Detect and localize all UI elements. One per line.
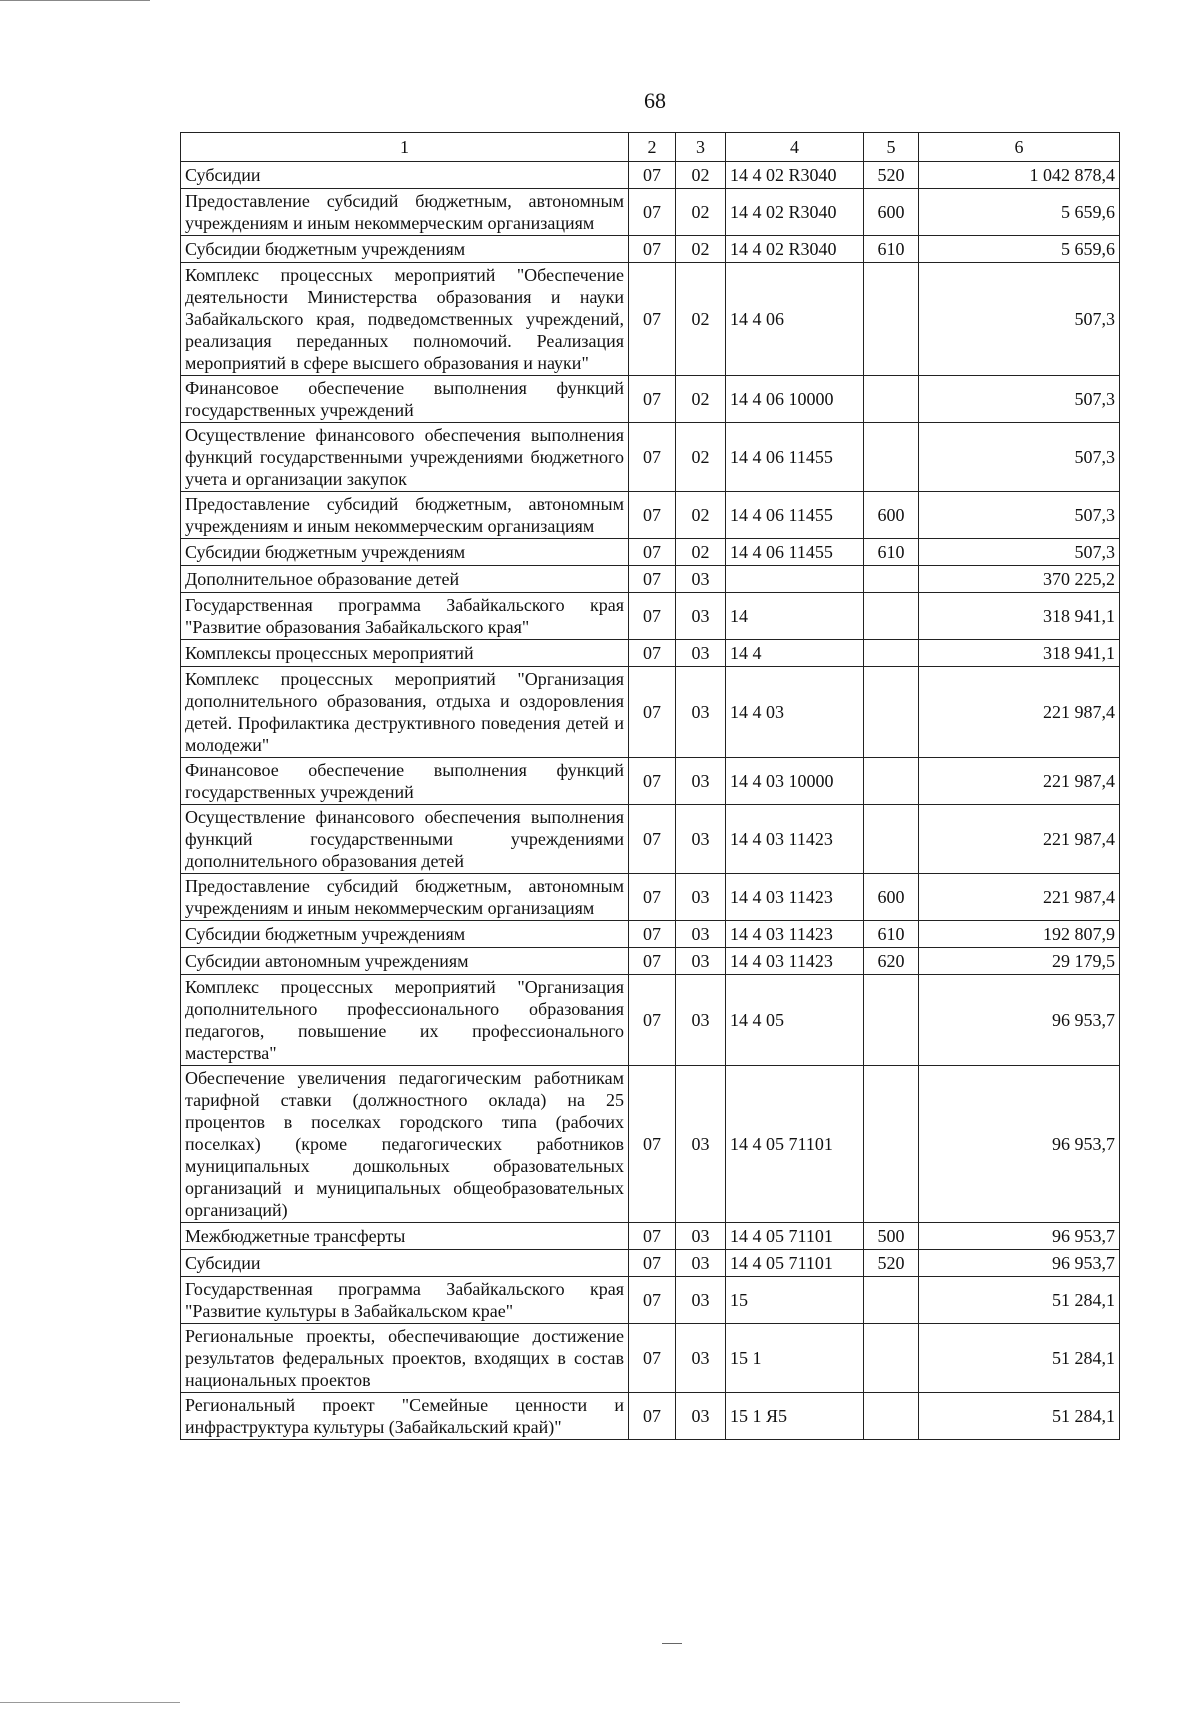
row-target-code: 14 4 05 71101 <box>726 1250 864 1277</box>
row-section: 07 <box>629 263 676 376</box>
row-subsection: 03 <box>676 948 726 975</box>
row-expense-type: 620 <box>864 948 919 975</box>
row-subsection: 02 <box>676 423 726 492</box>
row-name: Осуществление финансового обеспечения выполнения функций государственными учреждениями дополнительного образования детей <box>181 805 629 874</box>
row-subsection: 03 <box>676 1324 726 1393</box>
row-subsection: 03 <box>676 1277 726 1324</box>
row-amount: 5 659,6 <box>919 236 1120 263</box>
row-section: 07 <box>629 162 676 189</box>
table-row <box>181 948 1120 975</box>
table-row <box>181 1393 1120 1440</box>
table-row <box>181 263 1120 376</box>
row-section: 07 <box>629 640 676 667</box>
table-row <box>181 423 1120 492</box>
row-target-code: 14 4 02 R3040 <box>726 236 864 263</box>
column-header-2: 2 <box>629 133 676 162</box>
row-section: 07 <box>629 975 676 1066</box>
row-name: Дополнительное образование детей <box>181 566 629 593</box>
row-amount: 507,3 <box>919 263 1120 376</box>
row-amount: 507,3 <box>919 376 1120 423</box>
row-target-code: 14 4 06 11455 <box>726 423 864 492</box>
row-amount: 192 807,9 <box>919 921 1120 948</box>
column-header-6: 6 <box>919 133 1120 162</box>
row-amount: 318 941,1 <box>919 640 1120 667</box>
row-target-code: 15 <box>726 1277 864 1324</box>
row-subsection: 02 <box>676 539 726 566</box>
row-target-code: 14 <box>726 593 864 640</box>
row-amount: 1 042 878,4 <box>919 162 1120 189</box>
row-name: Субсидии бюджетным учреждениям <box>181 539 629 566</box>
row-subsection: 03 <box>676 805 726 874</box>
row-expense-type <box>864 1393 919 1440</box>
table-row <box>181 492 1120 539</box>
row-expense-type: 610 <box>864 236 919 263</box>
table-row <box>181 1277 1120 1324</box>
row-expense-type: 610 <box>864 921 919 948</box>
row-name: Комплекс процессных мероприятий "Организация дополнительного образования, отдыха и оздоровления детей. Профилактика деструктивного поведения детей и молодежи" <box>181 667 629 758</box>
row-amount: 221 987,4 <box>919 667 1120 758</box>
row-name: Субсидии бюджетным учреждениям <box>181 921 629 948</box>
row-expense-type <box>864 1066 919 1223</box>
table-row <box>181 1223 1120 1250</box>
row-subsection: 03 <box>676 1223 726 1250</box>
row-name: Государственная программа Забайкальского края "Развитие образования Забайкальского края" <box>181 593 629 640</box>
row-subsection: 03 <box>676 667 726 758</box>
row-expense-type <box>864 975 919 1066</box>
scan-edge-top <box>0 0 150 1</box>
row-amount: 96 953,7 <box>919 975 1120 1066</box>
row-amount: 96 953,7 <box>919 1066 1120 1223</box>
row-name: Предоставление субсидий бюджетным, автономным учреждениям и иным некоммерческим организациям <box>181 492 629 539</box>
row-expense-type <box>864 805 919 874</box>
row-target-code: 14 4 05 71101 <box>726 1066 864 1223</box>
row-name: Финансовое обеспечение выполнения функций государственных учреждений <box>181 758 629 805</box>
row-subsection: 02 <box>676 376 726 423</box>
row-subsection: 03 <box>676 593 726 640</box>
table-row <box>181 376 1120 423</box>
scan-edge-bottom <box>0 1702 180 1703</box>
row-name: Комплекс процессных мероприятий "Обеспечение деятельности Министерства образования и науки Забайкальского края, подведомственных учреждений, реализация переданных полномочий. Реализация мероприятий в сфере высшего образования и науки" <box>181 263 629 376</box>
row-section: 07 <box>629 758 676 805</box>
row-target-code <box>726 566 864 593</box>
scan-mark <box>662 1643 682 1644</box>
table-row <box>181 162 1120 189</box>
row-section: 07 <box>629 921 676 948</box>
row-expense-type: 500 <box>864 1223 919 1250</box>
row-section: 07 <box>629 236 676 263</box>
row-expense-type <box>864 376 919 423</box>
table-row <box>181 1250 1120 1277</box>
table-row <box>181 539 1120 566</box>
column-header-3: 3 <box>676 133 726 162</box>
row-target-code: 14 4 03 <box>726 667 864 758</box>
row-expense-type <box>864 640 919 667</box>
column-header-4: 4 <box>726 133 864 162</box>
row-amount: 96 953,7 <box>919 1223 1120 1250</box>
row-expense-type <box>864 423 919 492</box>
column-header-1: 1 <box>181 133 629 162</box>
row-amount: 51 284,1 <box>919 1393 1120 1440</box>
row-name: Субсидии автономным учреждениям <box>181 948 629 975</box>
row-name: Осуществление финансового обеспечения выполнения функций государственными учреждениями бюджетного учета и организации закупок <box>181 423 629 492</box>
row-subsection: 03 <box>676 566 726 593</box>
row-expense-type: 600 <box>864 189 919 236</box>
row-expense-type <box>864 263 919 376</box>
row-amount: 370 225,2 <box>919 566 1120 593</box>
row-expense-type: 610 <box>864 539 919 566</box>
row-subsection: 03 <box>676 1393 726 1440</box>
row-amount: 221 987,4 <box>919 805 1120 874</box>
row-target-code: 14 4 02 R3040 <box>726 162 864 189</box>
row-section: 07 <box>629 423 676 492</box>
table-row <box>181 1066 1120 1223</box>
row-expense-type <box>864 667 919 758</box>
row-section: 07 <box>629 189 676 236</box>
row-target-code: 14 4 03 11423 <box>726 948 864 975</box>
table-row <box>181 758 1120 805</box>
row-subsection: 02 <box>676 263 726 376</box>
row-section: 07 <box>629 539 676 566</box>
row-name: Предоставление субсидий бюджетным, автономным учреждениям и иным некоммерческим организациям <box>181 189 629 236</box>
row-name: Региональные проекты, обеспечивающие достижение результатов федеральных проектов, входящих в состав национальных проектов <box>181 1324 629 1393</box>
row-section: 07 <box>629 566 676 593</box>
row-target-code: 15 1 Я5 <box>726 1393 864 1440</box>
row-expense-type: 600 <box>864 492 919 539</box>
row-expense-type <box>864 758 919 805</box>
row-section: 07 <box>629 1250 676 1277</box>
budget-table <box>180 132 1120 1440</box>
table-row <box>181 667 1120 758</box>
row-expense-type <box>864 593 919 640</box>
row-name: Субсидии <box>181 162 629 189</box>
table-row <box>181 189 1120 236</box>
row-amount: 507,3 <box>919 539 1120 566</box>
table-row <box>181 640 1120 667</box>
table-body <box>181 162 1120 1440</box>
row-subsection: 03 <box>676 975 726 1066</box>
row-target-code: 14 4 03 11423 <box>726 921 864 948</box>
row-section: 07 <box>629 667 676 758</box>
row-expense-type <box>864 1324 919 1393</box>
row-name: Государственная программа Забайкальского края "Развитие культуры в Забайкальском крае" <box>181 1277 629 1324</box>
table-row <box>181 805 1120 874</box>
row-target-code: 14 4 05 71101 <box>726 1223 864 1250</box>
page-number: 68 <box>644 88 666 113</box>
row-section: 07 <box>629 376 676 423</box>
row-amount: 318 941,1 <box>919 593 1120 640</box>
row-target-code: 14 4 03 11423 <box>726 805 864 874</box>
table-row <box>181 1324 1120 1393</box>
row-target-code: 14 4 06 11455 <box>726 492 864 539</box>
row-amount: 507,3 <box>919 492 1120 539</box>
row-amount: 29 179,5 <box>919 948 1120 975</box>
row-subsection: 02 <box>676 236 726 263</box>
row-section: 07 <box>629 593 676 640</box>
table-row <box>181 236 1120 263</box>
table-row <box>181 566 1120 593</box>
row-section: 07 <box>629 1223 676 1250</box>
row-expense-type: 520 <box>864 1250 919 1277</box>
row-name: Субсидии <box>181 1250 629 1277</box>
row-amount: 221 987,4 <box>919 874 1120 921</box>
row-target-code: 14 4 03 11423 <box>726 874 864 921</box>
row-subsection: 03 <box>676 874 726 921</box>
row-target-code: 14 4 <box>726 640 864 667</box>
row-amount: 51 284,1 <box>919 1324 1120 1393</box>
row-section: 07 <box>629 1277 676 1324</box>
row-target-code: 15 1 <box>726 1324 864 1393</box>
row-section: 07 <box>629 1066 676 1223</box>
row-subsection: 02 <box>676 492 726 539</box>
row-name: Финансовое обеспечение выполнения функций государственных учреждений <box>181 376 629 423</box>
row-section: 07 <box>629 948 676 975</box>
row-target-code: 14 4 06 <box>726 263 864 376</box>
row-amount: 221 987,4 <box>919 758 1120 805</box>
row-subsection: 03 <box>676 1250 726 1277</box>
table-row <box>181 975 1120 1066</box>
row-name: Региональный проект "Семейные ценности и инфраструктура культуры (Забайкальский край)" <box>181 1393 629 1440</box>
row-expense-type <box>864 566 919 593</box>
row-name: Предоставление субсидий бюджетным, автономным учреждениям и иным некоммерческим организациям <box>181 874 629 921</box>
row-name: Субсидии бюджетным учреждениям <box>181 236 629 263</box>
row-target-code: 14 4 03 10000 <box>726 758 864 805</box>
row-section: 07 <box>629 874 676 921</box>
row-subsection: 02 <box>676 189 726 236</box>
row-subsection: 03 <box>676 1066 726 1223</box>
row-amount: 51 284,1 <box>919 1277 1120 1324</box>
row-target-code: 14 4 05 <box>726 975 864 1066</box>
table-header-row <box>181 133 1120 162</box>
row-target-code: 14 4 06 11455 <box>726 539 864 566</box>
row-name: Комплекс процессных мероприятий "Организация дополнительного профессионального образования педагогов, повышение их профессионального мастерства" <box>181 975 629 1066</box>
row-subsection: 03 <box>676 758 726 805</box>
row-name: Межбюджетные трансферты <box>181 1223 629 1250</box>
row-amount: 5 659,6 <box>919 189 1120 236</box>
row-subsection: 02 <box>676 162 726 189</box>
row-section: 07 <box>629 492 676 539</box>
row-subsection: 03 <box>676 921 726 948</box>
row-section: 07 <box>629 1393 676 1440</box>
row-target-code: 14 4 02 R3040 <box>726 189 864 236</box>
table-row <box>181 921 1120 948</box>
row-amount: 507,3 <box>919 423 1120 492</box>
row-name: Обеспечение увеличения педагогическим работникам тарифной ставки (должностного оклада) на 25 процентов в поселках городского типа (рабочих поселках) (кроме педагогических работников муниципальных дошкольных образовательных организаций и муниципальных общеобразовательных организаций) <box>181 1066 629 1223</box>
row-target-code: 14 4 06 10000 <box>726 376 864 423</box>
row-expense-type: 600 <box>864 874 919 921</box>
row-amount: 96 953,7 <box>919 1250 1120 1277</box>
row-expense-type <box>864 1277 919 1324</box>
table-row <box>181 593 1120 640</box>
table-row <box>181 874 1120 921</box>
row-section: 07 <box>629 1324 676 1393</box>
row-expense-type: 520 <box>864 162 919 189</box>
row-section: 07 <box>629 805 676 874</box>
row-subsection: 03 <box>676 640 726 667</box>
row-name: Комплексы процессных мероприятий <box>181 640 629 667</box>
column-header-5: 5 <box>864 133 919 162</box>
